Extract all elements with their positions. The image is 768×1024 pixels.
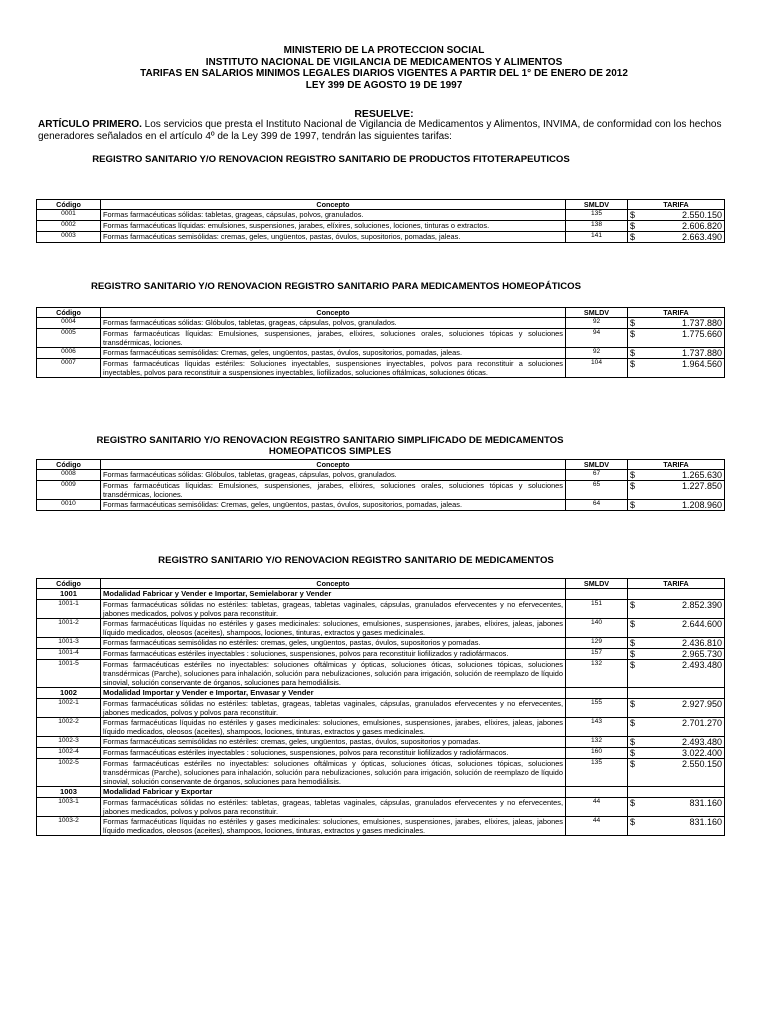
empty-cell <box>566 688 628 699</box>
modality-row <box>37 787 725 798</box>
empty-cell <box>628 688 725 699</box>
col-tarifa-header: TARIFA <box>628 460 725 470</box>
document-header <box>0 45 768 91</box>
tarifa-amount: 2.493.480 <box>681 660 722 670</box>
tarifa-amount: 3.022.400 <box>681 748 722 758</box>
row-tarifa <box>628 638 725 649</box>
col-concept-header: Concepto <box>101 579 566 589</box>
table-row <box>37 329 725 348</box>
row-code: 1002-2 <box>37 718 101 737</box>
currency-symbol: $ <box>630 699 636 709</box>
row-concept: Formas farmacéuticas líquidas: emulsiones, suspensiones, jarabes, elíxires, soluciones, lociones, tinturas o extractos. <box>101 221 566 232</box>
row-tarifa <box>628 359 725 378</box>
modality-label: Modalidad Importar y Vender e Importar, Envasar y Vender <box>101 688 566 699</box>
tarifa-amount: 1.737.880 <box>681 348 722 358</box>
row-smldv: 138 <box>566 221 628 232</box>
table-row <box>37 232 725 243</box>
row-code: 1001-4 <box>37 649 101 660</box>
modality-row <box>37 688 725 699</box>
table-row <box>37 348 725 359</box>
row-code: 1003-1 <box>37 798 101 817</box>
row-concept: Formas farmacéuticas semisólidas no estériles: cremas, geles, ungüentos, pastas, óvulos, supositorios y pomadas. <box>101 638 566 649</box>
col-code-header: Código <box>37 460 101 470</box>
col-smldv-header: SMLDV <box>566 200 628 210</box>
col-code-header: Código <box>37 579 101 589</box>
row-smldv: 140 <box>566 619 628 638</box>
row-concept: Formas farmacéuticas líquidas no estériles y gases medicinales: soluciones, emulsiones, suspensiones, jarabes, elíxires, jaleas, jabones líquido medicados, oleosos (aceites), shampoos, lociones, tinturas, extractos y gases medicinales. <box>101 619 566 638</box>
currency-symbol: $ <box>630 660 636 670</box>
row-code: 0003 <box>37 232 101 243</box>
law-title: LEY 399 DE AGOSTO 19 DE 1997 <box>305 79 463 91</box>
row-tarifa <box>628 221 725 232</box>
tarifa-amount: 2.701.270 <box>681 718 722 728</box>
row-smldv: 132 <box>566 737 628 748</box>
section-title-homeopaticos-simples: REGISTRO SANITARIO Y/O RENOVACION REGISTRO SANITARIO SIMPLIFICADO DE MEDICAMENTOS HOMEOPATICOS SIMPLES <box>96 435 564 457</box>
row-tarifa <box>628 619 725 638</box>
row-code: 0007 <box>37 359 101 378</box>
row-smldv: 92 <box>566 318 628 329</box>
col-code-header: Código <box>37 200 101 210</box>
row-concept: Formas farmacéuticas sólidas: Glóbulos, tabletas, grageas, cápsulas, polvos, granulados. <box>101 318 566 329</box>
row-code: 0001 <box>37 210 101 221</box>
table-row <box>37 817 725 836</box>
row-tarifa <box>628 817 725 836</box>
row-concept: Formas farmacéuticas estériles inyectables : soluciones, suspensiones, polvos para reconstituir liofilizados y radiofármacos. <box>101 649 566 660</box>
table-row <box>37 210 725 221</box>
row-code: 1002-1 <box>37 699 101 718</box>
row-concept: Formas farmacéuticas estériles no inyectables: soluciones oftálmicas y ópticas, soluciones óticas, soluciones tópicas, soluciones transdérmicas (Parche), soluciones para inhalación, solución para nebulizaciones, solución para irrigación, solución de reemplazo de líquido sinovial, solución conservante de órganos, soluciones para hemodiálisis. <box>101 759 566 787</box>
row-smldv: 64 <box>566 500 628 511</box>
tarifa-amount: 2.644.600 <box>681 619 722 629</box>
modality-code: 1002 <box>37 688 101 699</box>
section-title-homeopaticos: REGISTRO SANITARIO Y/O RENOVACION REGISTRO SANITARIO PARA MEDICAMENTOS HOMEOPÁTICOS <box>90 281 582 292</box>
tarifa-amount: 2.965.730 <box>681 649 722 659</box>
empty-cell <box>628 787 725 798</box>
table-row <box>37 500 725 511</box>
table-row <box>37 699 725 718</box>
currency-symbol: $ <box>630 817 636 827</box>
col-tarifa-header: TARIFA <box>628 579 725 589</box>
table-header-row <box>37 200 725 210</box>
row-concept: Formas farmacéuticas líquidas no estériles y gases medicinales: soluciones, emulsiones, suspensiones, jarabes, elíxires, jaleas, jabones líquido medicados, oleosos (aceites), shampoos, lociones, tinturas, extractos y gases medicinales. <box>101 718 566 737</box>
row-code: 0005 <box>37 329 101 348</box>
tarifa-amount: 2.550.150 <box>681 210 722 220</box>
currency-symbol: $ <box>630 619 636 629</box>
row-smldv: 151 <box>566 600 628 619</box>
row-concept: Formas farmacéuticas sólidas no estériles: tabletas, grageas, tabletas vaginales, cápsulas, granulados efervecentes y no efervecentes, jabones medicados, polvos y polvos para reconstituir. <box>101 600 566 619</box>
row-concept: Formas farmacéuticas sólidas no estériles: tabletas, grageas, tabletas vaginales, cápsulas, granulados efervecentes y no efervecentes, jabones medicados, polvos y polvos para reconstituir. <box>101 798 566 817</box>
row-tarifa <box>628 232 725 243</box>
row-code: 0002 <box>37 221 101 232</box>
table-row <box>37 470 725 481</box>
currency-symbol: $ <box>630 470 636 480</box>
table-row <box>37 798 725 817</box>
row-code: 0006 <box>37 348 101 359</box>
table-homeopaticos <box>36 307 725 378</box>
currency-symbol: $ <box>630 600 636 610</box>
row-code: 0010 <box>37 500 101 511</box>
currency-symbol: $ <box>630 798 636 808</box>
row-concept: Formas farmacéuticas líquidas: Emulsiones, suspensiones, jarabes, elíxires, soluciones orales, soluciones tópicas y soluciones transdérmicas, lociones. <box>101 329 566 348</box>
table-row <box>37 737 725 748</box>
row-smldv: 104 <box>566 359 628 378</box>
row-concept: Formas farmacéuticas semisólidas: Cremas, geles, ungüentos, pastas, óvulos, supositorios, pomadas, jaleas. <box>101 500 566 511</box>
table-row <box>37 718 725 737</box>
tarifa-amount: 1.208.960 <box>681 500 722 510</box>
row-concept: Formas farmacéuticas estériles inyectables : soluciones, suspensiones, polvos para reconstituir liofilizados y radiofármacos. <box>101 748 566 759</box>
col-concept-header: Concepto <box>101 200 566 210</box>
row-code: 0008 <box>37 470 101 481</box>
row-tarifa <box>628 759 725 787</box>
row-tarifa <box>628 737 725 748</box>
currency-symbol: $ <box>630 649 636 659</box>
row-concept: Formas farmacéuticas sólidas: Glóbulos, tabletas, grageas, cápsulas, polvos, granulados. <box>101 470 566 481</box>
table-row <box>37 600 725 619</box>
row-tarifa <box>628 500 725 511</box>
row-smldv: 143 <box>566 718 628 737</box>
row-tarifa <box>628 718 725 737</box>
col-code-header: Código <box>37 308 101 318</box>
col-smldv-header: SMLDV <box>566 308 628 318</box>
row-tarifa <box>628 470 725 481</box>
col-tarifa-header: TARIFA <box>628 308 725 318</box>
tarifa-amount: 1.227.850 <box>681 481 722 491</box>
row-code: 1002-4 <box>37 748 101 759</box>
table-fitoterapeuticos <box>36 199 725 243</box>
row-concept: Formas farmacéuticas líquidas: Emulsiones, suspensiones, jarabes, elíxires, soluciones orales, soluciones tópicas y soluciones transdérmicas, lociones. <box>101 481 566 500</box>
col-tarifa-header: TARIFA <box>628 200 725 210</box>
tarifa-amount: 831.160 <box>689 817 722 827</box>
tarifa-amount: 2.550.150 <box>681 759 722 769</box>
tarifa-amount: 2.436.810 <box>681 638 722 648</box>
tarifa-amount: 2.852.390 <box>681 600 722 610</box>
empty-cell <box>566 787 628 798</box>
row-code: 1003-2 <box>37 817 101 836</box>
row-code: 0004 <box>37 318 101 329</box>
currency-symbol: $ <box>630 481 636 491</box>
row-code: 1001-1 <box>37 600 101 619</box>
col-smldv-header: SMLDV <box>566 460 628 470</box>
tarifa-amount: 2.927.950 <box>681 699 722 709</box>
tarifa-amount: 1.775.660 <box>681 329 722 339</box>
currency-symbol: $ <box>630 718 636 728</box>
row-smldv: 141 <box>566 232 628 243</box>
row-tarifa <box>628 481 725 500</box>
table-row <box>37 759 725 787</box>
row-smldv: 65 <box>566 481 628 500</box>
tarifa-amount: 2.663.490 <box>681 232 722 242</box>
currency-symbol: $ <box>630 638 636 648</box>
row-concept: Formas farmacéuticas estériles no inyectables: soluciones oftálmicas y ópticas, soluciones óticas, soluciones tópicas, soluciones transdérmicas (Parche), soluciones para inhalación, solución para nebulizaciones, solución para irrigación, solución de reemplazo de líquido sinovial, solución conservante de órganos, soluciones para hemodiálisis. <box>101 660 566 688</box>
row-smldv: 135 <box>566 210 628 221</box>
table-row <box>37 660 725 688</box>
row-smldv: 135 <box>566 759 628 787</box>
row-code: 1002-3 <box>37 737 101 748</box>
empty-cell <box>566 589 628 600</box>
row-smldv: 67 <box>566 470 628 481</box>
row-smldv: 160 <box>566 748 628 759</box>
tarifa-amount: 2.493.480 <box>681 737 722 747</box>
table-header-row <box>37 460 725 470</box>
tarifa-amount: 1.265.630 <box>681 470 722 480</box>
currency-symbol: $ <box>630 221 636 231</box>
currency-symbol: $ <box>630 348 636 358</box>
table-row <box>37 638 725 649</box>
row-tarifa <box>628 348 725 359</box>
modality-label: Modalidad Fabricar y Vender e Importar, Semielaborar y Vender <box>101 589 566 600</box>
section-title-medicamentos: REGISTRO SANITARIO Y/O RENOVACION REGISTRO SANITARIO DE MEDICAMENTOS <box>158 555 554 566</box>
tarifa-amount: 1.964.560 <box>681 359 722 369</box>
modality-label: Modalidad Fabricar y Exportar <box>101 787 566 798</box>
col-smldv-header: SMLDV <box>566 579 628 589</box>
article-lead: ARTÍCULO PRIMERO. <box>38 119 142 130</box>
tarifa-amount: 2.606.820 <box>681 221 722 231</box>
institute-title: INSTITUTO NACIONAL DE VIGILANCIA DE MEDICAMENTOS Y ALIMENTOS <box>205 56 563 68</box>
row-code: 1001-5 <box>37 660 101 688</box>
col-concept-header: Concepto <box>101 308 566 318</box>
row-code: 1001-3 <box>37 638 101 649</box>
row-smldv: 132 <box>566 660 628 688</box>
empty-cell <box>628 589 725 600</box>
row-tarifa <box>628 329 725 348</box>
row-concept: Formas farmacéuticas sólidas: tabletas, grageas, cápsulas, polvos, granulados. <box>101 210 566 221</box>
ministry-title: MINISTERIO DE LA PROTECCION SOCIAL <box>283 45 485 56</box>
currency-symbol: $ <box>630 318 636 328</box>
modality-code: 1001 <box>37 589 101 600</box>
row-concept: Formas farmacéuticas semisólidas no estériles: cremas, geles, ungüentos, pastas, óvulos, supositorios y pomadas. <box>101 737 566 748</box>
row-concept: Formas farmacéuticas sólidas no estériles: tabletas, grageas, tabletas vaginales, cápsulas, granulados efervecentes y no efervecentes, jabones medicados, polvos y polvos para reconstituir. <box>101 699 566 718</box>
row-tarifa <box>628 600 725 619</box>
article-intro <box>38 119 738 143</box>
currency-symbol: $ <box>630 748 636 758</box>
row-tarifa <box>628 660 725 688</box>
resuelve-heading: RESUELVE: <box>354 108 414 120</box>
row-tarifa <box>628 798 725 817</box>
section-title-fitoterapeuticos: REGISTRO SANITARIO Y/O RENOVACION REGISTRO SANITARIO DE PRODUCTOS FITOTERAPEUTICOS <box>92 154 570 165</box>
row-code: 0009 <box>37 481 101 500</box>
table-row <box>37 359 725 378</box>
row-smldv: 157 <box>566 649 628 660</box>
row-tarifa <box>628 699 725 718</box>
row-concept: Formas farmacéuticas líquidas estériles: Soluciones inyectables, suspensiones inyectables, polvos para reconstituir a soluciones inyectables, polvos para reconstituir a suspensiones inyectables, liofilizados, soluciones oftálmicas, soluciones óticas. <box>101 359 566 378</box>
article-text: Los servicios que presta el Instituto Nacional de Vigilancia de Medicamentos y Alimentos, INVIMA, de conformidad con los hechos generadores señalados en el artículo 4º de la Ley 399 de 1997, tendrán las siguientes tarifas: <box>38 119 722 142</box>
table-header-row <box>37 579 725 589</box>
row-tarifa <box>628 748 725 759</box>
currency-symbol: $ <box>630 759 636 769</box>
row-tarifa <box>628 649 725 660</box>
table-homeopaticos-simples <box>36 459 725 511</box>
table-row <box>37 481 725 500</box>
table-row <box>37 318 725 329</box>
currency-symbol: $ <box>630 210 636 220</box>
row-smldv: 155 <box>566 699 628 718</box>
row-smldv: 44 <box>566 817 628 836</box>
currency-symbol: $ <box>630 359 636 369</box>
currency-symbol: $ <box>630 329 636 339</box>
row-concept: Formas farmacéuticas líquidas no estériles y gases medicinales: soluciones, emulsiones, suspensiones, jarabes, elíxires, jaleas, jabones líquido medicados, oleosos (aceites), shampoos, lociones, tinturas, extractos y gases medicinales. <box>101 817 566 836</box>
currency-symbol: $ <box>630 737 636 747</box>
row-smldv: 44 <box>566 798 628 817</box>
currency-symbol: $ <box>630 232 636 242</box>
tarifa-amount: 831.160 <box>689 798 722 808</box>
modality-code: 1003 <box>37 787 101 798</box>
table-medicamentos <box>36 578 725 836</box>
row-tarifa <box>628 318 725 329</box>
table-row <box>37 748 725 759</box>
tariff-title: TARIFAS EN SALARIOS MINIMOS LEGALES DIARIOS VIGENTES A PARTIR DEL 1° DE ENERO DE 2012 <box>140 68 628 79</box>
row-smldv: 92 <box>566 348 628 359</box>
row-tarifa <box>628 210 725 221</box>
table-header-row <box>37 308 725 318</box>
currency-symbol: $ <box>630 500 636 510</box>
row-concept: Formas farmacéuticas semisólidas: cremas, geles, ungüentos, pastas, óvulos, supositorios, pomadas, jaleas. <box>101 232 566 243</box>
table-row <box>37 649 725 660</box>
row-concept: Formas farmacéuticas semisólidas: Cremas, geles, ungüentos, pastas, óvulos, supositorios, pomadas, jaleas. <box>101 348 566 359</box>
row-smldv: 94 <box>566 329 628 348</box>
row-code: 1001-2 <box>37 619 101 638</box>
table-row <box>37 619 725 638</box>
modality-row <box>37 589 725 600</box>
col-concept-header: Concepto <box>101 460 566 470</box>
row-smldv: 129 <box>566 638 628 649</box>
row-code: 1002-5 <box>37 759 101 787</box>
tarifa-amount: 1.737.880 <box>681 318 722 328</box>
table-row <box>37 221 725 232</box>
